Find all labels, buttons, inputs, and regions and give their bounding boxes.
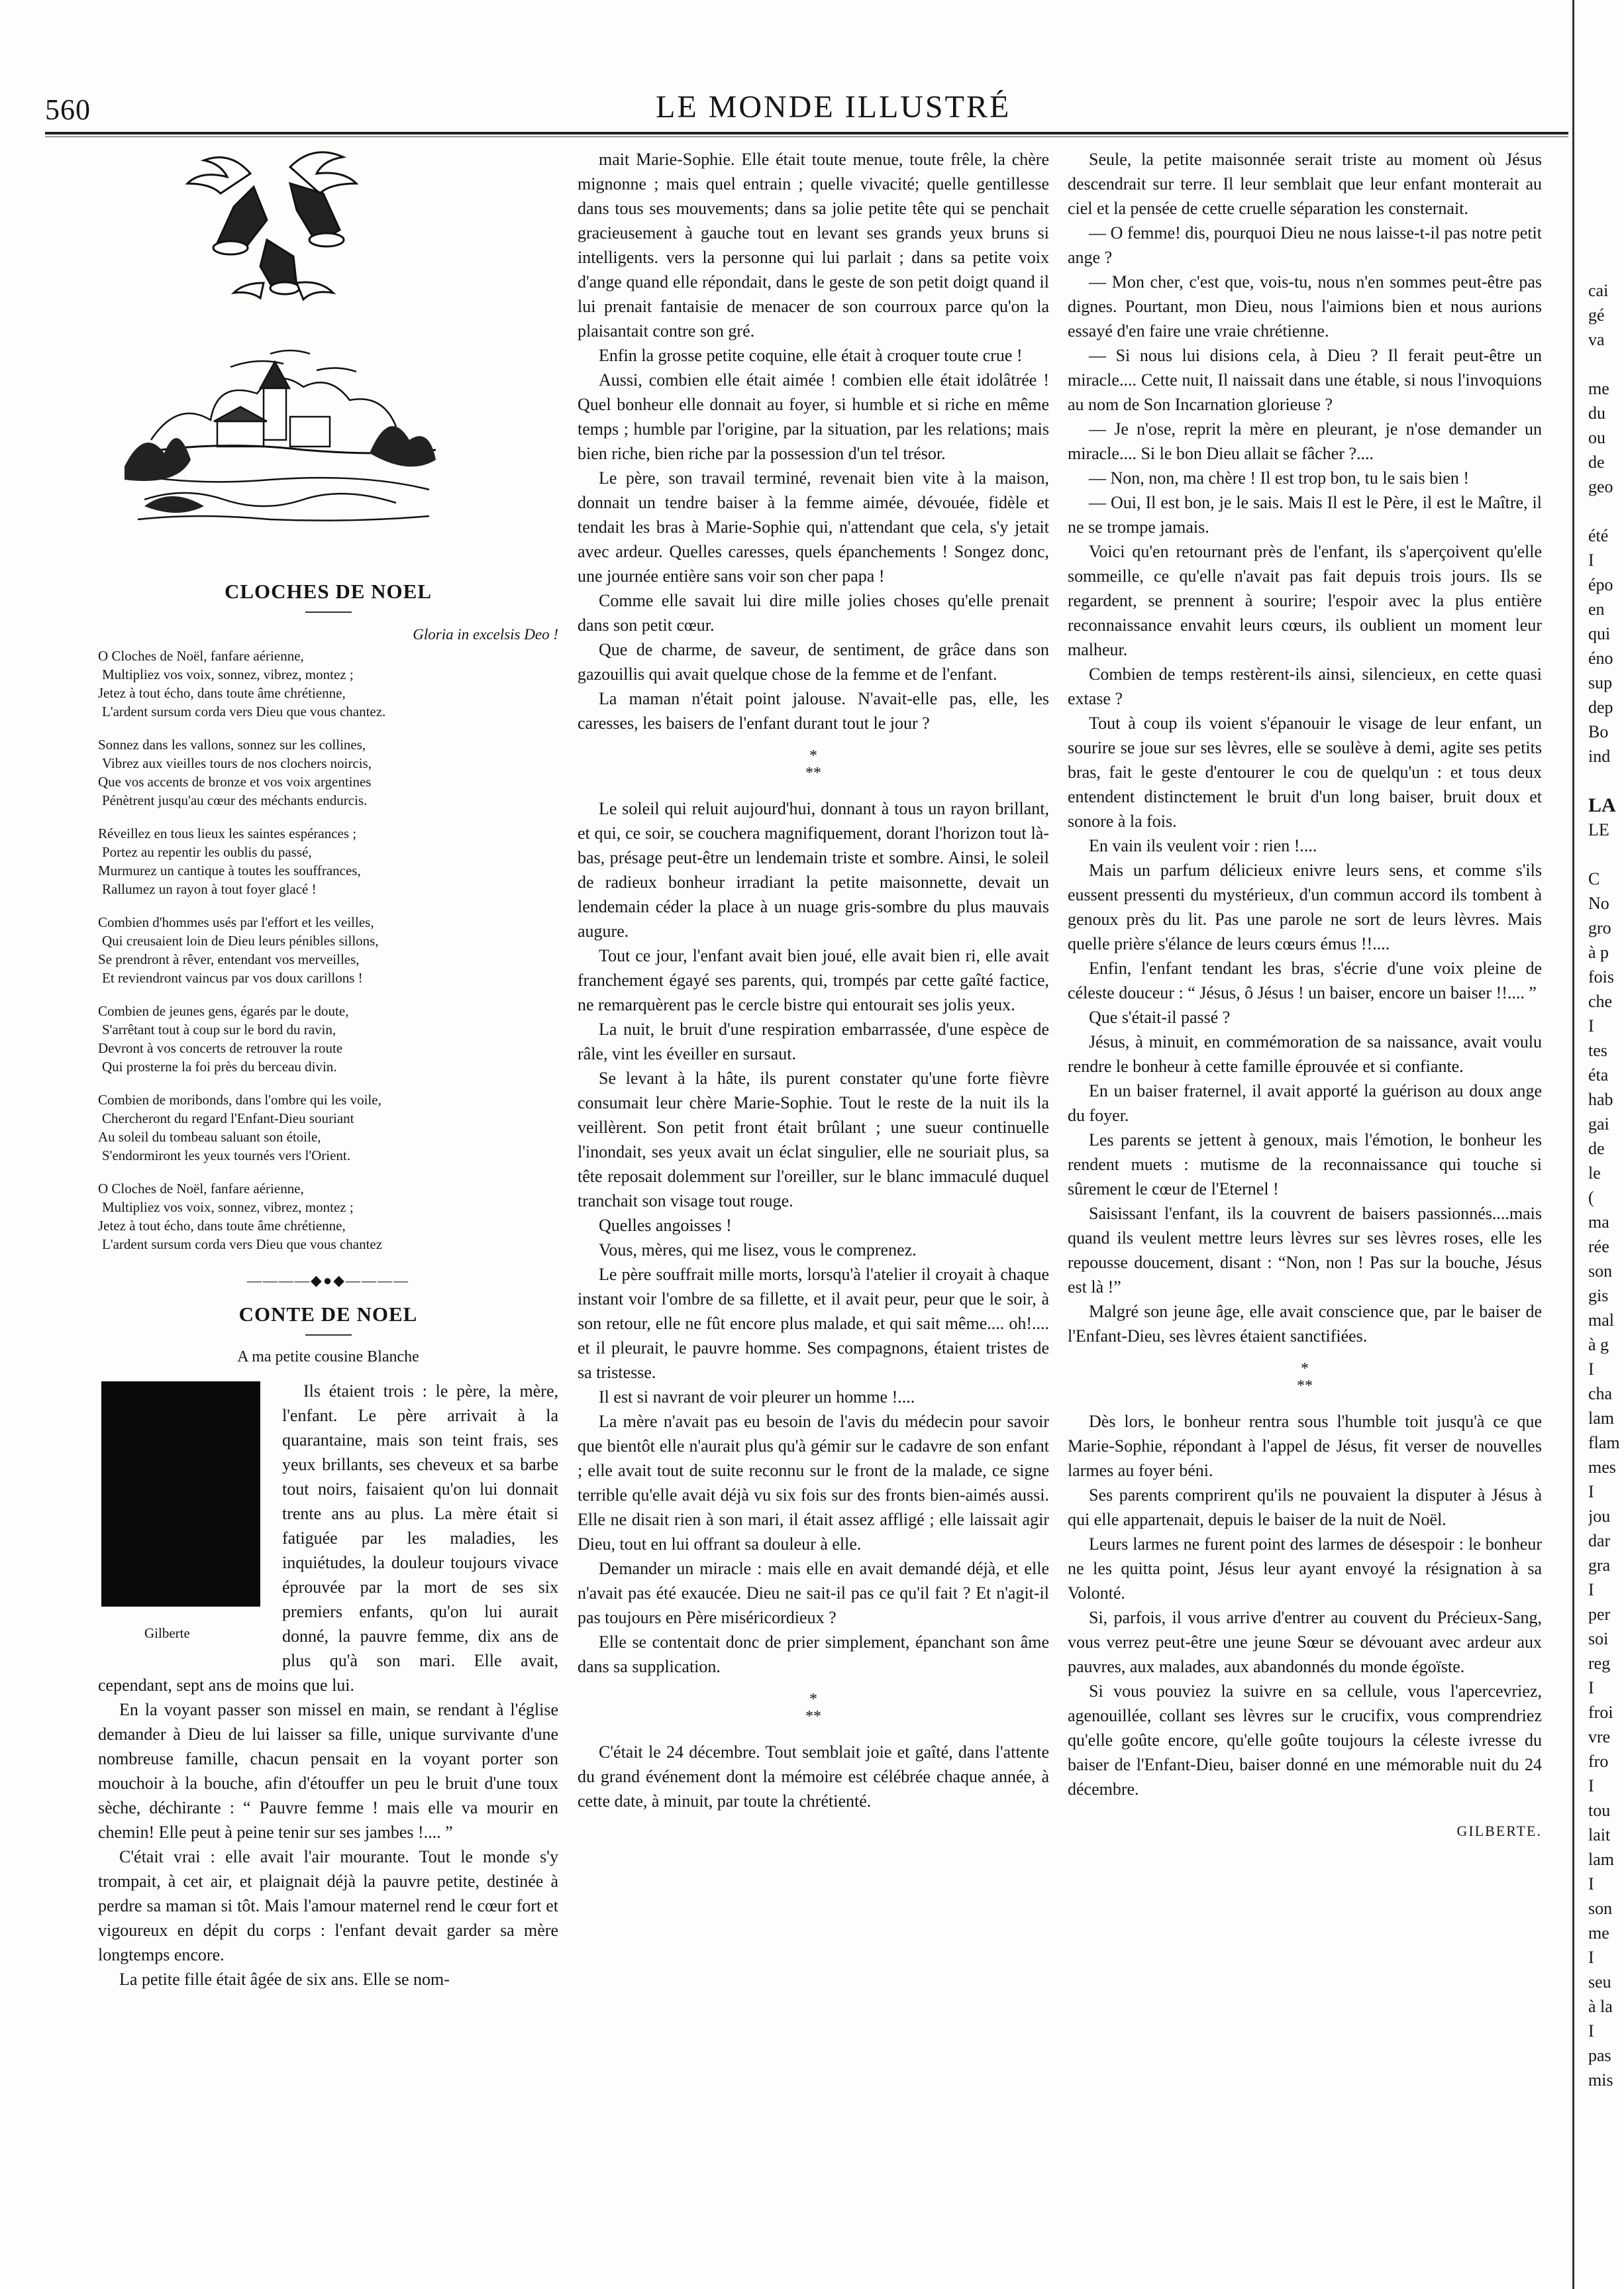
- col4-line: été: [1588, 526, 1609, 545]
- col4-line: mis: [1588, 2070, 1613, 2090]
- story-paragraph: Les parents se jettent à genoux, mais l'émotion, le bonheur les rendent muets : mutisme de la reconnaissance qui touche si sûrement le cœur de l'Eternel !: [1068, 1130, 1542, 1198]
- story-paragraph: Que de charme, de saveur, de sentiment, de grâce dans son gazouillis qui avait quelque chose de la femme et de l'enfant.: [578, 640, 1049, 684]
- poem-line: S'arrêtant tout à coup sur le bord du ravin,: [102, 1022, 336, 1038]
- poem-line: Réveillez en tous lieux les saintes espérances ;: [98, 825, 357, 841]
- story-paragraph: — Je n'ose, reprit la mère en pleurant, je n'ose demander un miracle.... Si le bon Dieu allait se fâcher ?....: [1068, 419, 1542, 463]
- col4-line: ind: [1588, 747, 1611, 766]
- col4-line: (: [1588, 1188, 1594, 1207]
- story-paragraph: Elle se contentait donc de prier simplement, épanchant son âme dans sa supplication.: [578, 1632, 1049, 1676]
- story-paragraph: Mais un parfum délicieux enivre leurs sens, et comme s'ils eussent pressenti du mystérieux, d'un commun accord ils tombent à genoux près du lit. Pas une parole ne sort de leurs lèvres. Mais quelle prière s'élance de leurs cœurs émus !!....: [1068, 861, 1542, 953]
- col4-line: I: [1588, 1948, 1594, 1967]
- story-paragraph: Que s'était-il passé ?: [1089, 1008, 1231, 1027]
- col4-line: ou: [1588, 428, 1605, 447]
- story-paragraph: Vous, mères, qui me lisez, vous le comprenez.: [599, 1240, 917, 1259]
- col4-line: va: [1588, 330, 1605, 349]
- col4-line: me: [1588, 379, 1609, 398]
- story-paragraph: Quelles angoisses !: [599, 1216, 732, 1235]
- poem-stanza: [98, 1091, 558, 1165]
- poem-line: L'ardent sursum corda vers Dieu que vous chantez: [102, 1236, 383, 1252]
- col4-line: de: [1588, 1139, 1605, 1158]
- poem-stanza: [98, 824, 558, 898]
- col4-line: fro: [1588, 1752, 1609, 1771]
- col4-line: geo: [1588, 477, 1613, 496]
- story-paragraph: Le père, son travail terminé, revenait bien vite à la maison, donnait un tendre baiser à la femme aimée, dévouée, fidèle et tendait les bras à Marie-Sophie qui, n'attendant que cela, s'y jetait avec ardeur. Quelles caresses, quels épanchements ! Songez donc, une journée entière sans voir son cher papa !: [578, 468, 1049, 586]
- col4-line: gai: [1588, 1114, 1609, 1134]
- column-edge-rule: [1572, 0, 1574, 2289]
- portrait-image: [101, 1381, 260, 1607]
- story-paragraph: Enfin la grosse petite coquine, elle était à croquer toute crue !: [599, 346, 1023, 365]
- poem-line: Se prendront à rêver, entendant vos merveilles,: [98, 951, 360, 967]
- poem-line: Et reviendront vaincus par vos doux carillons !: [102, 970, 363, 986]
- story-paragraph: Se levant à la hâte, ils purent constater qu'une forte fièvre consumait leur chère Marie-Sophie. Tout le reste de la nuit ils la veillèrent. Son petit front était brûlant ; une sueur continuelle l'inondait, ses yeux avait un éclat singulier, elle ne souriait plus, sa tête reposait dolemment sur l'oreiller, sur le blanc immaculé duquel tranchait son visage tout rouge.: [578, 1069, 1049, 1210]
- story-col3-text: [1068, 147, 1542, 1801]
- col4-line: le: [1588, 1163, 1601, 1183]
- poem-line: O Cloches de Noël, fanfare aérienne,: [98, 648, 304, 664]
- portrait-block: [98, 1381, 264, 1646]
- col4-line: I: [1588, 1482, 1594, 1501]
- poem-line: Jetez à tout écho, dans toute âme chrétienne,: [98, 1218, 346, 1234]
- story-paragraph: Dès lors, le bonheur rentra sous l'humble toit jusqu'à ce que Marie-Sophie, répondant à l'appel de Jésus, fit verser de nouvelles larmes au foyer béni.: [1068, 1412, 1542, 1480]
- col4-line: per: [1588, 1605, 1611, 1624]
- col4-lines-b: [1588, 818, 1624, 2092]
- story-paragraph: La maman n'était point jalouse. N'avait-elle pas, elle, les caresses, les baisers de l'enfant durant tout le jour ?: [578, 689, 1049, 733]
- poem-line: Que vos accents de bronze et vos voix argentines: [98, 774, 372, 790]
- poem-line: Qui creusaient loin de Dieu leurs pénibles sillons,: [102, 933, 379, 949]
- portrait-caption: Gilberte: [144, 1625, 190, 1641]
- poem-title: CLOCHES DE NOEL: [224, 580, 432, 603]
- col4-line: reg: [1588, 1654, 1611, 1673]
- story-paragraph: Malgré son jeune âge, elle avait conscience que, par le baiser de l'Enfant-Dieu, ses lèvres étaient sanctifiées.: [1068, 1302, 1542, 1346]
- col4-line: sup: [1588, 673, 1613, 692]
- poem-line: Jetez à tout écho, dans toute âme chrétienne,: [98, 685, 346, 701]
- story-paragraph: — Si nous lui disions cela, à Dieu ? Il ferait peut-être un miracle.... Cette nuit, Il naissait dans une étable, si nous l'invoquions au nom de Son Incarnation glorieuse ?: [1068, 346, 1542, 414]
- col4-line: seu: [1588, 1972, 1611, 1992]
- col4-line: dar: [1588, 1531, 1611, 1550]
- story-paragraph: Demander un miracle : mais elle en avait demandé déjà, et elle n'avait pas été exaucée. Dieu ne sait-il pas ce qu'il fait ? Et n'agit-il pas toujours en Père miséricordieux ?: [578, 1559, 1049, 1627]
- story-paragraph: — O femme! dis, pourquoi Dieu ne nous laisse-t-il pas notre petit ange ?: [1068, 223, 1542, 267]
- col4-line: ma: [1588, 1212, 1609, 1232]
- col4-line: dep: [1588, 698, 1613, 717]
- story-paragraph: Il est si navrant de voir pleurer un homme !....: [599, 1387, 915, 1407]
- story-paragraph: Leurs larmes ne furent point des larmes de désespoir : le bonheur ne les quitta point, Jésus leur ayant envoyé la résignation à sa Volonté.: [1068, 1534, 1542, 1603]
- col4-line: I: [1588, 1580, 1594, 1599]
- col4-line: [1588, 499, 1624, 523]
- poem-stanza: [98, 647, 558, 721]
- poem-line: Qui prosterne la foi près du berceau divin.: [102, 1059, 337, 1075]
- page-number: 560: [45, 93, 91, 126]
- col4-line: rée: [1588, 1237, 1609, 1256]
- col4-line: froi: [1588, 1703, 1613, 1722]
- col4-line: en: [1588, 600, 1605, 619]
- title-rule: [305, 612, 352, 613]
- col4-line: de: [1588, 452, 1605, 472]
- col4-line: gra: [1588, 1556, 1611, 1575]
- col4-line: hab: [1588, 1090, 1613, 1109]
- story-paragraph: En un baiser fraternel, il avait apporté la guérison au doux ange du foyer.: [1068, 1081, 1542, 1125]
- col4-line: I: [1588, 1874, 1594, 1893]
- story-paragraph: Combien de temps restèrent-ils ainsi, silencieux, en cette quasi extase ?: [1068, 665, 1542, 708]
- poem-stanza: [98, 735, 558, 810]
- poem-line: Multipliez vos voix, sonnez, vibrez, montez ;: [102, 666, 354, 682]
- poem-epigraph: Gloria in excelsis Deo !: [413, 626, 558, 643]
- story-title-rule: [305, 1334, 352, 1336]
- poem-stanza: [98, 1179, 558, 1253]
- header-rule: [45, 132, 1568, 134]
- poem-stanza: [98, 1002, 558, 1076]
- col4-line: flam: [1588, 1433, 1620, 1452]
- col4-line: I: [1588, 2021, 1594, 2041]
- col4-line: éta: [1588, 1065, 1609, 1085]
- story-paragraph: Comme elle savait lui dire mille jolies choses qu'elle prenait dans son petit cœur.: [578, 591, 1049, 635]
- header-rule-thin: [45, 136, 1568, 137]
- section-stars: * **: [1297, 1360, 1313, 1395]
- story-paragraph: Jésus, à minuit, en commémoration de sa naissance, avait voulu rendre le bonheur à cette famille éprouvée et si confiante.: [1068, 1032, 1542, 1076]
- poem-line: Combien d'hommes usés par l'effort et les veilles,: [98, 914, 374, 930]
- story-paragraph: Le soleil qui reluit aujourd'hui, donnant à tous un rayon brillant, et qui, ce soir, se couchera magnifiquement, dorant l'horizon tout là-bas, présage peut-être un lendemain triste et sombre. Ainsi, le soleil de radieux bonheur irradiant la petite maisonnette, devait un lendemain céder la place à un nuage gris-sombre du plus mauvais augure.: [578, 799, 1049, 941]
- col4-line: vre: [1588, 1727, 1611, 1746]
- column-3: [1068, 147, 1542, 1843]
- village-church-illustration: [98, 341, 469, 533]
- story-paragraph: Ses parents comprirent qu'ils ne pouvaient la disputer à Jésus à qui elle appartenait, depuis le baiser de la nuit de Noël.: [1068, 1485, 1542, 1529]
- story-paragraph: Aussi, combien elle était aimée ! combien elle était idolâtrée ! Quel bonheur elle donnait au foyer, si humble et si riche en même temps ; humble par l'origine, par la situation, par les relations; mais bien riche, bien riche par la possession d'un tel trésor.: [578, 370, 1049, 463]
- story-paragraph: C'était vrai : elle avait l'air mourante. Tout le monde s'y trompait, à cet air, et plaignait déjà la pauvre petite, destinée à perdre sa maman si tôt. Mais l'amour maternel rend le cœur fort et vigoureux en dépit du corps : l'enfant devait garder sa mère longtemps encore.: [98, 1847, 558, 1964]
- section-stars: * **: [805, 747, 821, 782]
- col4-line: gro: [1588, 918, 1611, 937]
- col4-line: lam: [1588, 1409, 1614, 1428]
- poem-line: S'endormiront les yeux tournés vers l'Orient.: [102, 1147, 350, 1163]
- col4-line: I: [1588, 1776, 1594, 1795]
- col4-line: gis: [1588, 1286, 1609, 1305]
- poem-line: Chercheront du regard l'Enfant-Dieu souriant: [102, 1110, 354, 1126]
- col4-line: gé: [1588, 305, 1605, 325]
- story-paragraph: Saisissant l'enfant, ils la couvrent de baisers passionnés....mais quand ils veulent mettre leurs lèvres sur ses lèvres roses, elle les repousse doucement, disant : “Non, non ! Pas sur la bouche, Jésus est là !”: [1068, 1204, 1542, 1297]
- story-paragraph: — Non, non, ma chère ! Il est trop bon, tu le sais bien !: [1089, 468, 1470, 488]
- poem-line: Combien de moribonds, dans l'ombre qui les voile,: [98, 1092, 381, 1108]
- poem-line: L'ardent sursum corda vers Dieu que vous chantez.: [102, 704, 386, 719]
- col4-heading: LA: [1588, 794, 1616, 816]
- story-paragraph: — Oui, Il est bon, je le sais. Mais Il est le Père, il est le Maître, il ne se trompe jamais.: [1068, 493, 1542, 537]
- col4-line: I: [1588, 1359, 1594, 1379]
- poem-line: Multipliez vos voix, sonnez, vibrez, montez ;: [102, 1199, 354, 1215]
- col4-line: me: [1588, 1923, 1609, 1943]
- col4-line: mal: [1588, 1310, 1614, 1330]
- column-4-cropped: [1588, 278, 1624, 2092]
- poem-stanza: [98, 913, 558, 987]
- col4-line: cha: [1588, 1384, 1613, 1403]
- ornament-divider: ————◆●◆————: [246, 1272, 410, 1289]
- poem-line: Vibrez aux vieilles tours de nos clochers noircis,: [102, 755, 372, 771]
- journal-title: LE MONDE ILLUSTRÉ: [656, 89, 1011, 125]
- col4-line: I: [1588, 551, 1594, 570]
- story-paragraph: En la voyant passer son missel en main, se rendant à l'église demander à Dieu de lui laisser sa fille, unique survivante d'une nombreuse famille, chacun pensait en la voyant porter son mouchoir à la bouche, afin d'étouffer un peu le bruit d'une toux sèche, déchirante : “ Pauvre femme ! mais elle va mourir en chemin! Elle peut à peine tenir sur ses jambes !.... ”: [98, 1700, 558, 1842]
- poem-stanzas: [98, 647, 558, 1253]
- col4-line: I: [1588, 1678, 1594, 1697]
- col4-lines-a: [1588, 278, 1624, 769]
- poem-line: Combien de jeunes gens, égarés par le doute,: [98, 1003, 349, 1019]
- col4-line: Bo: [1588, 722, 1609, 741]
- section-stars: * **: [805, 1691, 821, 1725]
- col4-line: I: [1588, 1016, 1594, 1036]
- story-paragraph: Tout à coup ils voient s'épanouir le visage de leur enfant, un sourire se joue sur ses lèvres, elle se soulève à demi, agite ses petits bras, fait le geste d'entourer le cou de quelqu'un : et tous deux entendent distinctement le bruit d'un long baiser, bruit doux et sonore à la fois.: [1068, 714, 1542, 831]
- poem-line: Au soleil du tombeau saluant son étoile,: [98, 1129, 321, 1145]
- col4-line: éno: [1588, 649, 1613, 668]
- col4-line: LE: [1588, 820, 1609, 839]
- col4-line: che: [1588, 992, 1613, 1011]
- col4-line: [1588, 842, 1624, 867]
- col4-line: à p: [1588, 943, 1609, 962]
- col4-line: du: [1588, 403, 1605, 423]
- poem-line: Devront à vos concerts de retrouver la route: [98, 1040, 343, 1056]
- col4-line: soi: [1588, 1629, 1609, 1648]
- col4-line: lam: [1588, 1850, 1614, 1869]
- col4-line: C: [1588, 869, 1600, 888]
- col4-line: jou: [1588, 1507, 1611, 1526]
- col4-line: tes: [1588, 1041, 1607, 1060]
- column-2: [578, 147, 1049, 1813]
- story-paragraph: Ils étaient trois : le père, la mère, l'enfant. Le père arrivait à la quarantaine, mais son teint frais, ses yeux brillants, ses cheveux et sa barbe tout noirs, faisaient qu'on lui donnait trente ans au plus. La mère était si fatiguée par les maladies, les inquiétudes, la douleur toujours vivace éprouvée par la mort de ses six premiers enfants, qu'on lui aurait donné, la pauvre femme, dix ans de plus qu'à son mari. Elle avait, cependant, sept ans de moins que lui.: [98, 1381, 558, 1695]
- poem-line: Rallumez un rayon à tout foyer glacé !: [102, 881, 317, 897]
- story-paragraph: Le père souffrait mille morts, lorsqu'à l'atelier il croyait à chaque instant voir l'ombre de sa fillette, et il avait peur, peur que le soir, à son retour, elle ne fût encore plus malade, et qui sait même.... oh!.... et il pleurait, le pauvre homme. Ses compagnons, étaient tristes de sa tristesse.: [578, 1265, 1049, 1382]
- col4-line: fois: [1588, 967, 1614, 986]
- story-dedication: A ma petite cousine Blanche: [237, 1348, 419, 1365]
- story-paragraph: Seule, la petite maisonnée serait triste au moment où Jésus descendrait sur terre. Il leur semblait que leur enfant monterait au ciel et la pensée de cette cruelle séparation les consternait.: [1068, 150, 1542, 218]
- story-paragraph: Voici qu'en retournant près de l'enfant, ils s'aperçoivent qu'elle sommeille, ce qu'elle n'avait pas fait depuis trois jours. Ils se regardent, se prennent à sourire; l'espoir avec la plus entière reconnaissance envahit leurs cœurs, ils oublient un moment leur malheur.: [1068, 542, 1542, 659]
- col4-line: tou: [1588, 1801, 1611, 1820]
- story-paragraph: Tout ce jour, l'enfant avait bien joué, elle avait bien ri, elle avait franchement égayé ses parents, qui, trompés par cette gaîté factice, ne remarquèrent pas le cercle bistre qui entourait ses jolis yeux.: [578, 946, 1049, 1014]
- author-signature: GILBERTE.: [1456, 1823, 1542, 1839]
- story-paragraph: — Mon cher, c'est que, vois-tu, nous n'en sommes peut-être pas dignes. Pourtant, mon Dieu, nous l'aimions bien et nous aurions essayé d'en faire une vraie chrétienne.: [1068, 272, 1542, 341]
- col4-line: épo: [1588, 575, 1613, 594]
- story-paragraph: En vain ils veulent voir : rien !....: [1089, 836, 1317, 855]
- col4-line: pas: [1588, 2046, 1611, 2065]
- story-paragraph: La nuit, le bruit d'une respiration embarrassée, d'une espèce de râle, vint les éveiller en sursaut.: [578, 1020, 1049, 1063]
- poem-line: Pénètrent jusqu'au cœur des méchants endurcis.: [102, 792, 368, 808]
- col4-line: son: [1588, 1899, 1613, 1918]
- col4-line: à g: [1588, 1335, 1609, 1354]
- story-title: CONTE DE NOEL: [238, 1303, 418, 1326]
- poem-line: Portez au repentir les oublis du passé,: [102, 844, 312, 860]
- col4-line: son: [1588, 1261, 1613, 1281]
- col4-line: à la: [1588, 1997, 1613, 2016]
- story-paragraph: La mère n'avait pas eu besoin de l'avis du médecin pour savoir que bientôt elle n'aurait plus qu'à gémir sur le cadavre de son enfant ; elle avait tout de suite reconnu sur le front de la malade, ce signe terrible qu'elle avait déjà vu six fois sur des fronts bien-aimés aussi. Elle ne disait rien à son mari, il était assez affligé ; elle laissait agir Dieu, tout en lui offrant sa douleur à elle.: [578, 1412, 1049, 1554]
- story-paragraph: Enfin, l'enfant tendant les bras, s'écrie d'une voix pleine de céleste douceur : “ Jésus, ô Jésus ! un baiser, encore un baiser !!.... ”: [1068, 959, 1542, 1002]
- flying-bells-illustration: [98, 147, 469, 306]
- col4-line: lait: [1588, 1825, 1611, 1844]
- story-col2-text: [578, 147, 1049, 1813]
- story-paragraph: Si, parfois, il vous arrive d'entrer au couvent du Précieux-Sang, vous verrez peut-être une jeune Sœur se dévouant avec ardeur aux pauvres, aux malades, aux abandonnés du monde égoïste.: [1068, 1608, 1542, 1676]
- story-paragraph: C'était le 24 décembre. Tout semblait joie et gaîté, dans l'attente du grand événement dont la mémoire est célébrée chaque année, à cette date, à minuit, par toute la chrétienté.: [578, 1742, 1049, 1811]
- col4-line: mes: [1588, 1458, 1616, 1477]
- col4-line: No: [1588, 894, 1609, 913]
- story-paragraph: mait Marie-Sophie. Elle était toute menue, toute frêle, la chère mignonne ; mais quel entrain ; quelle vivacité; quelle gentillesse dans tous ses mouvements; dans sa jolie petite tête qui se penchait gracieusement à gauche tout en levant ses grands yeux bruns si intelligents. vers la personne qui lui parlait ; dans sa petite voix d'ange quand elle répondait, dans le geste de son petit doigt quand il lui prenait fantaisie de menacer de son courroux parce qu'on la plaisantait contre son gré.: [578, 150, 1049, 341]
- story-paragraph: La petite fille était âgée de six ans. Elle se nom-: [119, 1970, 450, 1989]
- poem-line: O Cloches de Noël, fanfare aérienne,: [98, 1181, 304, 1197]
- poem-line: Sonnez dans les vallons, sonnez sur les collines,: [98, 737, 366, 753]
- col4-line: cai: [1588, 281, 1609, 300]
- story-paragraph: Si vous pouviez la suivre en sa cellule, vous l'apercevriez, agenouillée, collant ses lèvres sur le crucifix, vous comprendriez qu'elle goûte encore, qu'elle goûte toujours la céleste ivresse du baiser de l'Enfant-Dieu, baiser donné en une mémorable nuit du 24 décembre.: [1068, 1681, 1542, 1799]
- col4-line: [1588, 352, 1624, 376]
- col4-line: qui: [1588, 624, 1611, 643]
- column-1: [98, 147, 558, 1992]
- poem-line: Murmurez un cantique à toutes les souffrances,: [98, 863, 361, 878]
